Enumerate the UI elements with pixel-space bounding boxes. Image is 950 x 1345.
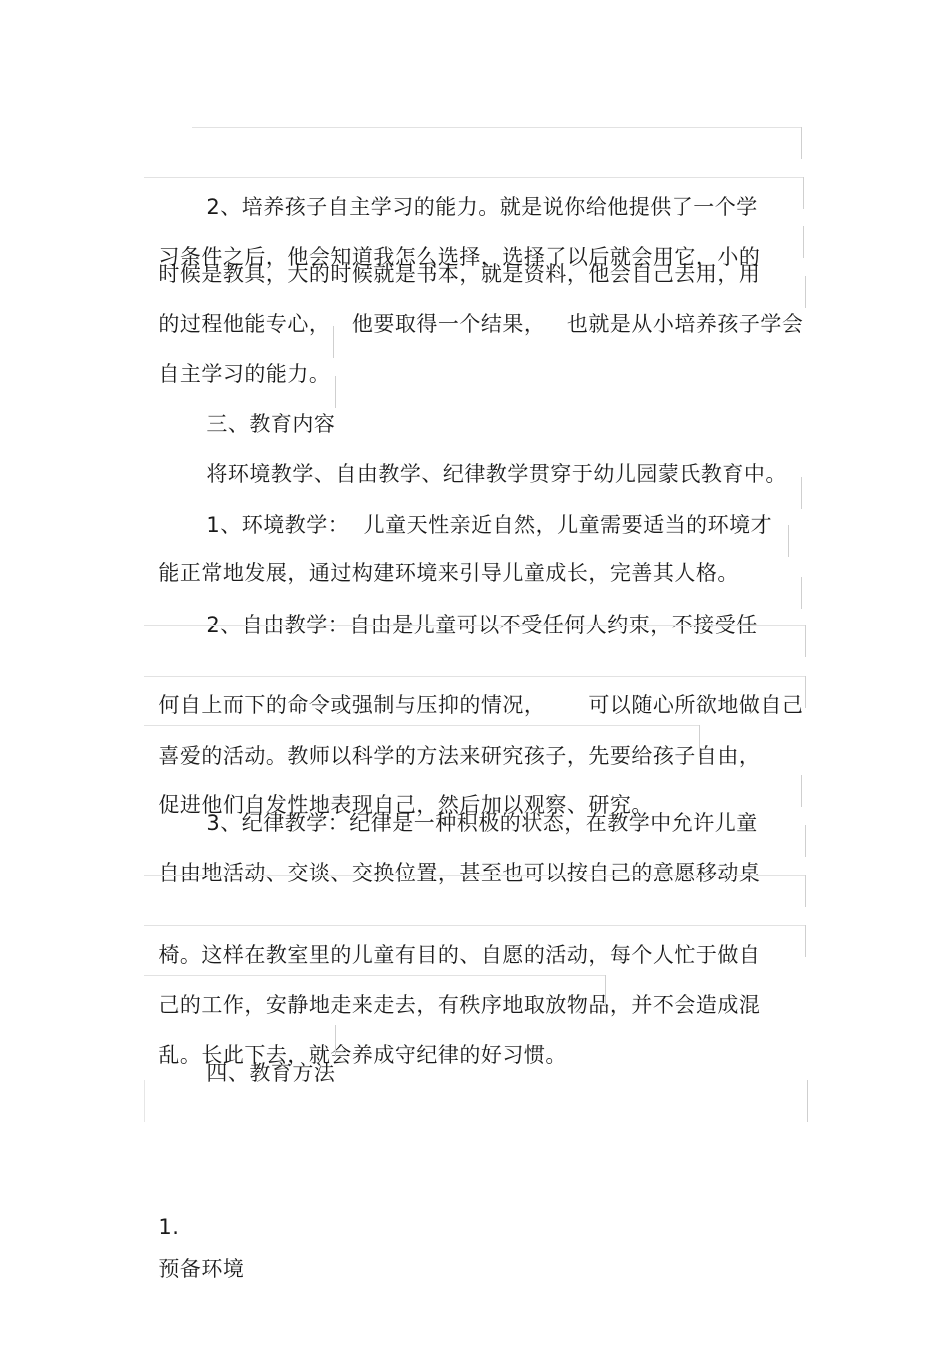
line-edge — [801, 775, 802, 807]
line-edge — [805, 875, 806, 907]
section-heading-text: 三、教育内容 — [206, 412, 336, 436]
line-rule — [144, 177, 804, 178]
text-line — [144, 525, 789, 585]
text-line — [192, 426, 787, 486]
paragraph-text: 2、培养孩子自主学习的能力。就是说你给他提供了一个学 — [206, 195, 758, 219]
paragraph-text: 时候是教具，大的时候就是书本，就是资料，他会自己去用，用 — [158, 262, 761, 286]
line-edge — [333, 326, 334, 358]
line-edge — [805, 676, 806, 708]
paragraph-text: 促进他们自发性地表现自己，然后加以观察、研究。 — [158, 793, 653, 817]
line-rule — [144, 625, 806, 626]
text-line — [144, 625, 806, 717]
line-edge — [801, 477, 802, 509]
line-edge — [788, 525, 789, 557]
text-line — [144, 177, 804, 269]
text-line — [144, 226, 804, 286]
text-line — [192, 477, 802, 537]
list-item — [144, 1080, 808, 1281]
line-edge — [805, 825, 806, 857]
paragraph-text: 2、自由教学：自由是儿童可以不受任何人约束，不接受任 — [206, 613, 758, 637]
paragraph-text: 3、纪律教学：纪律是一种积极的状态，在教学中允许儿童 — [206, 811, 758, 835]
paragraph-text: 何自上而下的命令或强制与压抑的情况， 可以随心所欲地做自己 — [158, 693, 804, 717]
line-edge-left — [144, 1080, 145, 1122]
paragraph-text: 自主学习的能力。 — [158, 362, 331, 386]
paragraph-text: 将环境教学、自由教学、纪律教学贯穿于幼儿园蒙氏教育中。 — [206, 462, 787, 486]
paragraph-text: 己的工作，安静地走来走去，有秩序地取放物品，并不会造成混 — [158, 993, 761, 1017]
line-edge — [605, 975, 606, 1007]
line-rule — [144, 975, 606, 976]
text-line — [192, 577, 802, 637]
line-edge — [803, 226, 804, 258]
line-rule — [144, 725, 700, 726]
line-edge — [807, 1080, 808, 1122]
line-edge — [805, 276, 806, 308]
paragraph-text: 能正常地发展，通过构建环境来引导儿童成长，完善其人格。 — [158, 561, 739, 585]
line-edge — [699, 725, 700, 757]
line-rule — [144, 875, 806, 876]
paragraph-text: 喜爱的活动。教师以科学的方法来研究孩子，先要给孩子自由， — [158, 744, 761, 768]
text-line — [144, 925, 806, 1017]
line-edge — [801, 577, 802, 609]
paragraph-text: 乱。长此下去，就会养成守纪律的好习惯。 — [158, 1043, 567, 1067]
line-rule — [144, 676, 806, 677]
text-line — [144, 326, 334, 386]
text-line — [144, 875, 806, 967]
line-rule — [144, 925, 806, 926]
line-rule — [192, 127, 802, 128]
paragraph-text: 自由地活动、交谈、交换位置，甚至也可以按自己的意愿移动桌 — [158, 861, 761, 885]
section-heading-text: 四、教育方法 — [206, 1061, 336, 1085]
text-line — [192, 775, 802, 835]
line-edge — [335, 376, 336, 408]
list-item-label: 预备环境 — [158, 1257, 245, 1281]
line-edge — [805, 925, 806, 957]
line-edge — [335, 1025, 336, 1057]
line-edge — [801, 127, 802, 159]
text-line — [144, 276, 806, 336]
section-heading — [192, 1025, 336, 1085]
paragraph-text: 椅。这样在教室里的儿童有目的、自愿的活动，每个人忙于做自 — [158, 943, 761, 967]
text-line — [144, 825, 806, 885]
paragraph-text: 习条件之后，他会知道我怎么选择，选择了以后就会用它，小的 — [158, 245, 761, 269]
paragraph-text: 1、环境教学： 儿童天性亲近自然，儿童需要适当的环境才 — [206, 513, 773, 537]
text-line — [192, 127, 802, 219]
paragraph-text: 的过程他能专心， 他要取得一个结果， 也就是从小培养孩子学会 — [158, 312, 804, 336]
section-heading — [192, 376, 336, 436]
list-item-number: 1. — [158, 1215, 180, 1239]
line-edge — [805, 625, 806, 657]
line-edge — [803, 177, 804, 209]
text-line — [144, 676, 806, 768]
